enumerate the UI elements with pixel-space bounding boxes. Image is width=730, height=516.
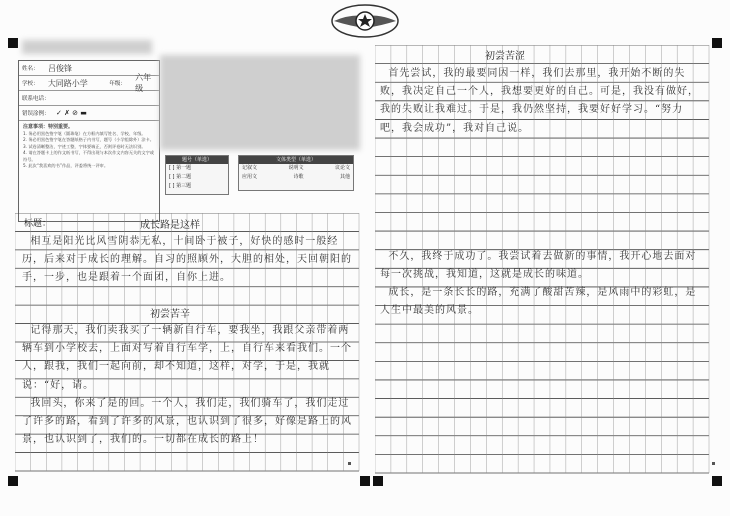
grade-value[interactable]: 六年级 bbox=[135, 73, 152, 93]
student-info-box bbox=[18, 60, 160, 222]
grade-label: 年级： bbox=[109, 81, 126, 87]
registration-mark-top-right bbox=[712, 38, 722, 48]
question-box-title: 题号（单选） bbox=[166, 156, 228, 164]
genre-option[interactable]: 应用文 bbox=[242, 174, 258, 180]
corner-dot bbox=[712, 462, 715, 465]
left-paragraph: 记得那天，我们卖我买了一辆新自行车，要我坐，我跟父亲带着两辆车到小学校去，上面对写着自行车学，上，自行车来看我们。一个人，跟我，我们一起向前，却不知道，这样，对学，于是，我就说：“好，请。 bbox=[22, 325, 352, 391]
school-row bbox=[19, 73, 159, 93]
genre-options-row[interactable] bbox=[239, 164, 353, 173]
name-label: 姓名： bbox=[22, 66, 39, 72]
right-paragraph: 首先尝试，我的最要同因一样，我们去那里，我开始不断的失败，我决定自己一个人，我想要更好的自己。可是，我没有做好，我的失败让我难过。于是，我仍然坚持，我要好好学习。“努力吧，我会成功”，我对自己说。 bbox=[380, 68, 699, 134]
title-label: 标题： bbox=[24, 219, 52, 229]
essay-title: 成长路是这样 bbox=[140, 220, 200, 231]
genre-box-title: 文体类型（单选） bbox=[239, 156, 353, 164]
marks-label: 错误涂例： bbox=[22, 111, 50, 117]
genre-option[interactable]: 议论文 bbox=[334, 165, 350, 171]
emblem-logo bbox=[330, 2, 400, 40]
right-heading: 初尝苦涩 bbox=[485, 51, 525, 62]
genre-option[interactable]: 记叙文 bbox=[242, 165, 258, 171]
note-item: 5. 此次“我喜欢的书”作品，评委将统一评审。 bbox=[23, 163, 109, 168]
note-item: 1. 务必用黑色签字笔（圆珠笔）在方框内填写姓名、学校、年级。 bbox=[23, 130, 146, 136]
name-value[interactable]: 吕俊锋 bbox=[48, 63, 72, 73]
left-paragraph: 相互是阳光比风雪阴恭无私，十间卧于被子，好快的感时一般经历，后来对于成长的理解。自习的照顾外，大胆的相处，天回朝阳的手，一步，也是跟着一个面团，自你上进。 bbox=[22, 236, 352, 284]
school-value[interactable]: 大同路小学 bbox=[47, 78, 88, 88]
right-paragraph: 不久，我终于成功了。我尝试着去做新的事情，我开心地去面对每一次挑战，我知道，这就是成长的味道。 bbox=[380, 251, 697, 281]
question-option[interactable]: [ ] 第三题 bbox=[169, 183, 192, 189]
contact-label: 联系电话： bbox=[22, 96, 50, 102]
notes-title: 注意事项：特别重要。 bbox=[23, 124, 74, 130]
corner-dot bbox=[348, 462, 351, 465]
genre-option[interactable]: 说明文 bbox=[288, 165, 304, 171]
note-item: 4. 请在答题卡上的作文纸书写，不得出现与本次作文内容无关的文字或符号。 bbox=[23, 150, 154, 162]
question-option[interactable]: [ ] 第一题 bbox=[169, 165, 192, 171]
right-paragraph: 成长，是一条长长的路，充满了酸甜苦辣，是风雨中的彩虹，是人生中最美的风景。 bbox=[380, 287, 697, 317]
notes-section bbox=[19, 121, 159, 173]
redacted-barcode bbox=[160, 55, 360, 150]
genre-option[interactable]: 其他 bbox=[339, 174, 350, 180]
marks-row bbox=[19, 106, 159, 121]
question-number-box bbox=[165, 155, 229, 195]
note-item: 2. 务必用黑色签字笔在答题纸格子内书写，题号（小学组除外）涂卡。 bbox=[23, 137, 154, 142]
registration-mark-mid-right bbox=[373, 476, 383, 486]
registration-mark-top-left bbox=[8, 38, 18, 48]
redacted-region bbox=[22, 40, 152, 54]
question-option[interactable]: [ ] 第二题 bbox=[169, 174, 192, 180]
registration-mark-mid-left bbox=[360, 476, 370, 486]
left-paragraph: 我回头，你来了是的回。一个人，我们走，我们骑车了，我们走过了许多的路，看到了许多的风景，也认识到了很多，好像是路上的风景，也认识到了，我们的。一切都在成长的路上！ bbox=[22, 398, 352, 446]
genre-options-row[interactable] bbox=[239, 173, 353, 182]
school-label: 学校： bbox=[22, 81, 39, 87]
registration-mark-bottom-left bbox=[8, 476, 18, 486]
genre-option[interactable]: 诗歌 bbox=[293, 174, 304, 180]
left-subheading: 初尝苦辛 bbox=[150, 309, 190, 320]
wrong-mark-examples: ✓ ✗ ⊘ ▬ bbox=[56, 109, 87, 117]
genre-box bbox=[238, 155, 354, 191]
note-item: 3. 试卷清晰整洁，字迹工整，字体要端正，否则评卷时无法识别。 bbox=[23, 143, 146, 149]
registration-mark-bottom-right bbox=[712, 476, 722, 486]
